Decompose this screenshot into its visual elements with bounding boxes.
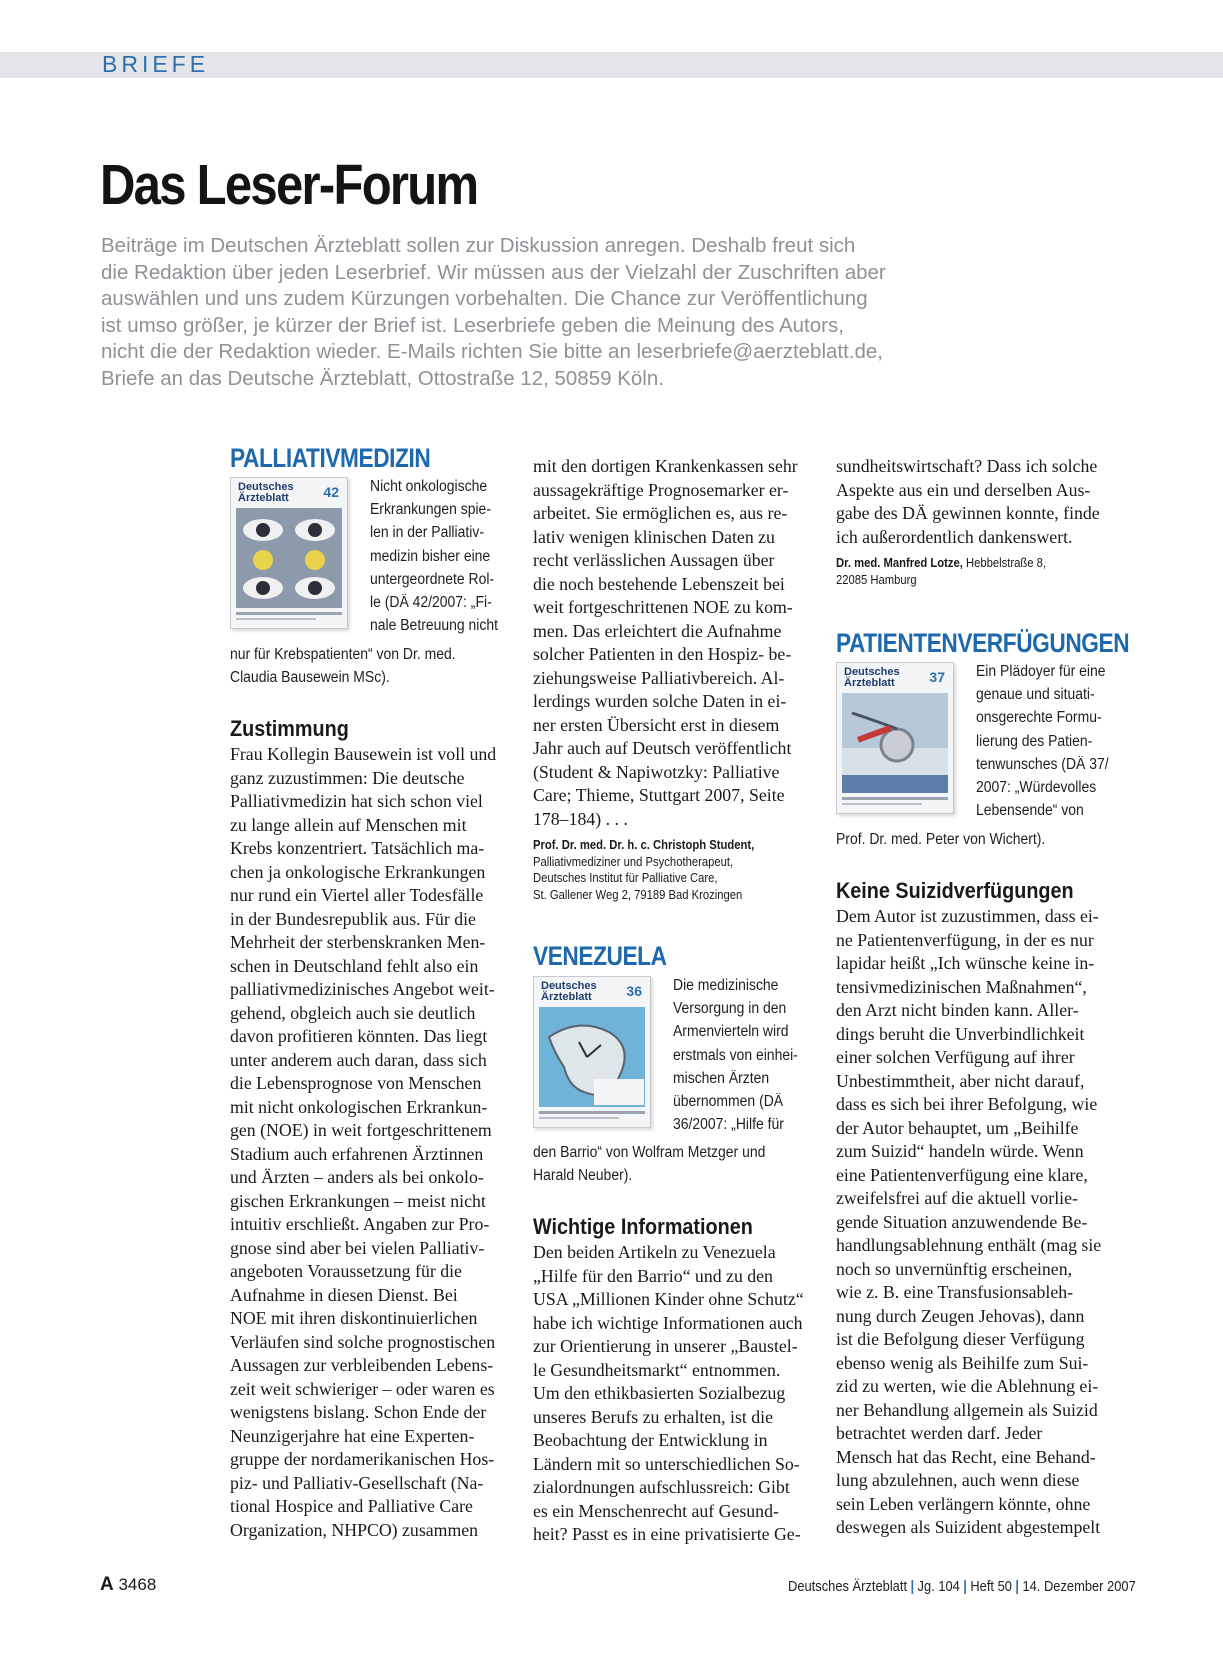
teaser-line: onsgerechte Formu- bbox=[976, 709, 1102, 727]
body-line: wie z. B. eine Transfusionsableh- bbox=[836, 1282, 1074, 1303]
body-line: handlungsablehnung enthält (mag sie bbox=[836, 1235, 1102, 1256]
body-line: sundheitswirtschaft? Dass ich solche bbox=[836, 456, 1098, 476]
body-line: Palliativmedizin hat sich schon viel bbox=[230, 791, 483, 812]
teaser-line: Prof. Dr. med. Peter von Wichert). bbox=[836, 831, 1046, 848]
body-line: schen in Deutschland fehlt also ein bbox=[230, 955, 479, 976]
teaser-line: genaue und situati- bbox=[976, 686, 1095, 704]
body-line: zeit weit schwieriger – oder waren es bbox=[230, 1378, 495, 1399]
body-line: solcher Patienten in den Hospiz- be- bbox=[533, 644, 792, 664]
letter-body bbox=[230, 743, 520, 1542]
body-line: aussagekräftige Prognosemarker er- bbox=[533, 479, 789, 500]
body-line: recht verlässlichen Aussagen über bbox=[533, 550, 775, 570]
body-line: Unbestimmtheit, aber nicht darauf, bbox=[836, 1070, 1085, 1091]
body-line: tensivmedizinischen Maßnahmen“, bbox=[836, 976, 1087, 997]
body-line: Beobachtung der Entwicklung in bbox=[533, 1430, 768, 1451]
letter-subheading: Zustimmung bbox=[230, 716, 349, 742]
topic-heading-patientenverfuegungen: PATIENTENVERFÜGUNGEN bbox=[836, 628, 1130, 658]
body-line: angeboten Voraussetzung für die bbox=[230, 1261, 462, 1282]
page-number-value: 3468 bbox=[118, 1575, 157, 1594]
column-1 bbox=[230, 443, 520, 1542]
body-line: betrachtet werden darf. Jeder bbox=[836, 1423, 1043, 1444]
body-line: tional Hospice and Palliative Care bbox=[230, 1496, 473, 1517]
body-line: le Gesundheitsmarkt“ entnommen. bbox=[533, 1359, 781, 1380]
teaser-line: 36/2007: „Hilfe für bbox=[673, 1116, 784, 1134]
body-line: nur rund ein Viertel aller Todesfälle bbox=[230, 885, 484, 906]
body-line: gende Situation anzuwendende Be- bbox=[836, 1211, 1088, 1232]
footer-issue: Heft 50 bbox=[970, 1578, 1012, 1595]
intro-paragraph bbox=[101, 233, 1001, 393]
body-line: gischen Erkrankungen – meist nicht bbox=[230, 1190, 486, 1211]
teaser-line: erstmals von einhei- bbox=[673, 1046, 798, 1064]
cover-masthead: Deutsches Ärzteblatt bbox=[844, 666, 900, 689]
teaser-line: übernommen (DÄ bbox=[673, 1093, 784, 1111]
signature-name: Prof. Dr. med. Dr. h. c. Christoph Student, bbox=[533, 838, 755, 852]
body-line: die Lebensprognose von Menschen bbox=[230, 1073, 482, 1094]
body-line: Jahr auch auf Deutsch veröffentlicht bbox=[533, 738, 792, 758]
body-line: Krebs konzentriert. Tatsächlich ma- bbox=[230, 838, 485, 859]
topic-heading-venezuela: VENEZUELA bbox=[533, 941, 667, 971]
teaser-line: den Barrio“ von Wolfram Metzger und bbox=[533, 1144, 766, 1161]
teaser-line: len in der Palliativ- bbox=[370, 524, 484, 542]
body-line: zu lange allein auf Menschen mit bbox=[230, 814, 467, 835]
column-2 bbox=[533, 455, 823, 1547]
teaser-line: lierung des Patien- bbox=[976, 732, 1093, 750]
body-line: Care; Thieme, Stuttgart 2007, Seite bbox=[533, 785, 785, 805]
body-line: Frau Kollegin Bausewein ist voll und bbox=[230, 744, 497, 765]
teaser-line: Versorgung in den bbox=[673, 1000, 787, 1018]
teaser-beside-cover bbox=[673, 974, 812, 1136]
body-line: Aussagen zur verbleibenden Lebens- bbox=[230, 1355, 494, 1376]
body-line: Verläufen sind solche prognostischen bbox=[230, 1331, 496, 1352]
body-line: gehend, obgleich auch sie deutlich bbox=[230, 1002, 476, 1023]
teaser-line: Claudia Bausewein MSc). bbox=[230, 669, 390, 687]
cover-footer-bar bbox=[842, 797, 948, 800]
signature-line: St. Gallener Weg 2, 79189 Bad Krozingen bbox=[533, 887, 743, 902]
body-line: palliativmedizinisches Angebot weit- bbox=[230, 979, 495, 1000]
page-number bbox=[100, 1574, 156, 1596]
footer-volume: Jg. 104 bbox=[917, 1578, 960, 1595]
cover-issue-number: 42 bbox=[323, 484, 339, 500]
intro-line: ist umso größer, je kürzer der Brief ist. Leserbriefe geben die Meinung des Autors, bbox=[101, 313, 844, 337]
footer-separator: | bbox=[1015, 1578, 1020, 1595]
signature-name: Dr. med. Manfred Lotze, bbox=[836, 556, 963, 570]
body-line: 178–184) . . . bbox=[533, 808, 628, 829]
teaser-line: Die medizinische bbox=[673, 977, 779, 994]
body-line: gruppe der nordamerikanischen Hos- bbox=[230, 1449, 495, 1470]
body-line: piz- und Palliativ-Gesellschaft (Na- bbox=[230, 1472, 484, 1493]
body-line: Den beiden Artikeln zu Venezuela bbox=[533, 1242, 776, 1263]
body-line: NOE mit ihren diskontinuierlichen bbox=[230, 1308, 478, 1329]
body-line: den Arzt nicht binden kann. Aller- bbox=[836, 1000, 1079, 1021]
letter-subheading: Keine Suizidverfügungen bbox=[836, 878, 1074, 904]
body-line: Neunzigerjahre hat eine Experten- bbox=[230, 1425, 475, 1446]
letter-body bbox=[836, 905, 1126, 1540]
teaser-beside-cover bbox=[370, 475, 512, 637]
teaser-line: nale Betreuung nicht bbox=[370, 617, 498, 635]
body-line: Stadium auch erfahrenen Ärztinnen bbox=[230, 1143, 484, 1164]
teaser-line: Ein Plädoyer für eine bbox=[976, 663, 1106, 680]
body-line: Mensch hat das Recht, eine Behand- bbox=[836, 1446, 1096, 1467]
cover-melting-clock-illustration bbox=[539, 1007, 645, 1107]
letter-signature bbox=[836, 555, 1126, 588]
signature-name-line bbox=[533, 837, 794, 854]
footer-date: 14. Dezember 2007 bbox=[1022, 1578, 1136, 1595]
body-line: Um den ethikbasierten Sozialbezug bbox=[533, 1383, 786, 1404]
body-line: habe ich wichtige Informationen auch bbox=[533, 1312, 803, 1333]
body-line: es ein Menschenrecht auf Gesund- bbox=[533, 1500, 779, 1521]
body-line: zweifelsfrei auf die aktuell vorlie- bbox=[836, 1188, 1078, 1209]
body-line: Mehrheit der sterbenskranken Men- bbox=[230, 932, 486, 953]
cover-footer-bar bbox=[842, 803, 922, 805]
letter-body bbox=[836, 455, 1126, 549]
body-line: sein Leben verlängern könnte, ohne bbox=[836, 1493, 1091, 1514]
body-line: zid zu werten, wie die Ablehnung ei- bbox=[836, 1376, 1099, 1397]
teaser-line: le (DÄ 42/2007: „Fi- bbox=[370, 594, 492, 612]
letter-subheading: Wichtige Informationen bbox=[533, 1214, 753, 1240]
cover-issue-number: 36 bbox=[626, 983, 642, 999]
body-line: ziehungsweise Palliativbereich. Al- bbox=[533, 667, 785, 688]
body-line: gabe des DÄ gewinnen konnte, finde bbox=[836, 503, 1100, 523]
cover-footer-bar bbox=[236, 618, 316, 620]
teaser-line: Lebensende“ von bbox=[976, 802, 1084, 820]
body-line: lung abzulehnen, auch wenn diese bbox=[836, 1470, 1080, 1491]
body-line: men. Das erleichtert die Aufnahme bbox=[533, 620, 782, 641]
cover-stethoscope-illustration bbox=[842, 693, 948, 793]
body-line: deswegen als Suizident abgestempelt bbox=[836, 1517, 1101, 1538]
footer-separator: | bbox=[910, 1578, 915, 1595]
footer-journal-info bbox=[788, 1578, 1136, 1595]
body-line: in der Bundesrepublik aus. Für die bbox=[230, 908, 476, 929]
teaser-line: Nicht onkologische bbox=[370, 478, 488, 495]
body-line: unter anderem auch daran, dass sich bbox=[230, 1049, 487, 1070]
body-line: Organization, NHPCO) zusammen bbox=[230, 1519, 479, 1540]
body-line: (Student & Napiwotzky: Palliative bbox=[533, 761, 780, 782]
body-line: unseres Berufs zu erhalten, ist die bbox=[533, 1406, 773, 1427]
topic-heading-palliativmedizin: PALLIATIVMEDIZIN bbox=[230, 443, 431, 473]
body-line: eine Patientenverfügung eine klare, bbox=[836, 1164, 1088, 1185]
cover-thumbnail-42 bbox=[230, 477, 348, 629]
body-line: mit nicht onkologischen Erkrankun- bbox=[230, 1096, 488, 1117]
signature-line: Deutsches Institut für Palliative Care, bbox=[533, 871, 718, 885]
body-line: ebenso wenig als Beihilfe zum Sui- bbox=[836, 1352, 1089, 1373]
body-line: Aspekte aus ein und derselben Aus- bbox=[836, 479, 1091, 500]
cover-thumbnail-36 bbox=[533, 976, 651, 1128]
intro-line: die Redaktion über jeden Leserbrief. Wir müssen aus der Vielzahl der Zuschriften aber bbox=[101, 260, 886, 284]
signature-address: Hebbelstraße 8, bbox=[962, 556, 1047, 570]
body-line: wenigstens bislang. Schon Ende der bbox=[230, 1402, 487, 1423]
body-line: zur Orientierung in unserer „Baustel- bbox=[533, 1336, 798, 1357]
page-title: Das Leser-Forum bbox=[100, 153, 478, 217]
teaser-line: nur für Krebspatienten“ von Dr. med. bbox=[230, 646, 456, 663]
body-line: und Ärzten – anders als bei onkolo- bbox=[230, 1167, 484, 1188]
teaser-line: mischen Ärzten bbox=[673, 1069, 770, 1087]
body-line: die noch bestehende Lebenszeit bei bbox=[533, 573, 785, 594]
body-line: Aufnahme in diesen Dienst. Bei bbox=[230, 1284, 458, 1305]
body-line: der Autor behauptet, um „Beihilfe bbox=[836, 1117, 1079, 1138]
body-line: zialordnungen aufschlussreich: Gibt bbox=[533, 1477, 790, 1498]
teaser-line: Armenvierteln wird bbox=[673, 1023, 789, 1041]
teaser-line: tenwunsches (DÄ 37/ bbox=[976, 755, 1109, 773]
body-line: arbeitet. Sie ermöglichen es, aus re- bbox=[533, 503, 788, 523]
body-line: weit fortgeschrittenen NOE zu kom- bbox=[533, 597, 793, 617]
page-letter: A bbox=[100, 1574, 114, 1595]
body-line: chen ja onkologische Erkrankungen bbox=[230, 861, 486, 882]
intro-line: auswählen und uns zudem Kürzungen vorbehalten. Die Chance zur Veröffentlichung bbox=[101, 287, 868, 311]
teaser-line: 2007: „Würdevolles bbox=[976, 779, 1097, 797]
cover-masthead: Deutsches Ärzteblatt bbox=[238, 481, 294, 504]
body-line: Ländern mit so unterschiedlichen So- bbox=[533, 1453, 800, 1474]
body-line: davon profitieren könnten. Das liegt bbox=[230, 1026, 488, 1047]
cover-footer-bar bbox=[539, 1117, 619, 1119]
intro-line: nicht die der Redaktion wieder. E-Mails richten Sie bitte an leserbriefe@aerzteblatt.de, bbox=[101, 340, 883, 364]
body-line: gnose sind aber bei vielen Palliativ- bbox=[230, 1237, 485, 1258]
signature-line: 22085 Hamburg bbox=[836, 572, 917, 587]
body-line: lerdings wurden solche Daten in ei- bbox=[533, 691, 787, 711]
body-line: ganz zuzustimmen: Die deutsche bbox=[230, 767, 465, 788]
body-line: „Hilfe für den Barrio“ und zu den bbox=[533, 1265, 773, 1286]
intro-line: Briefe an das Deutsche Ärzteblatt, Ottostraße 12, 50859 Köln. bbox=[101, 366, 664, 390]
letter-body bbox=[533, 1241, 823, 1547]
body-line: nung durch Zeugen Jehovas), dann bbox=[836, 1305, 1085, 1326]
body-line: dings beruht die Unverbindlichkeit bbox=[836, 1023, 1085, 1044]
body-line: dass es sich bei ihrer Befolgung, wie bbox=[836, 1094, 1098, 1115]
teaser-line: Erkrankungen spie- bbox=[370, 501, 491, 519]
body-line: einer solchen Verfügung auf ihrer bbox=[836, 1047, 1075, 1068]
cover-footer-bar bbox=[539, 1111, 645, 1114]
section-label: BRIEFE bbox=[102, 51, 210, 77]
letter-signature bbox=[533, 837, 823, 903]
cover-masthead: Deutsches Ärzteblatt bbox=[541, 980, 597, 1003]
footer-journal: Deutsches Ärzteblatt bbox=[788, 1578, 908, 1595]
body-line: mit den dortigen Krankenkassen sehr bbox=[533, 456, 798, 476]
cover-issue-number: 37 bbox=[929, 669, 945, 685]
body-line: USA „Millionen Kinder ohne Schutz“ bbox=[533, 1289, 804, 1310]
body-line: lativ wenigen klinischen Daten zu bbox=[533, 526, 775, 547]
body-line: heit? Passt es in eine privatisierte Ge- bbox=[533, 1524, 801, 1545]
body-line: Dem Autor ist zuzustimmen, dass ei- bbox=[836, 906, 1099, 927]
teaser-line: untergeordnete Rol- bbox=[370, 570, 495, 588]
body-line: noch so unvernünftig erscheinen, bbox=[836, 1258, 1073, 1279]
body-line: ne Patientenverfügung, in der es nur bbox=[836, 929, 1094, 950]
body-line: lapidar heißt „Ich wünsche keine in- bbox=[836, 953, 1095, 974]
body-line: intuitiv erschließt. Angaben zur Pro- bbox=[230, 1214, 490, 1235]
intro-line: Beiträge im Deutschen Ärzteblatt sollen zur Diskussion anregen. Deshalb freut sich bbox=[101, 234, 856, 257]
cover-footer-bar bbox=[236, 612, 342, 615]
body-line: ner Behandlung allgemein als Suizid bbox=[836, 1399, 1098, 1420]
teaser-line: medizin bisher eine bbox=[370, 547, 491, 565]
body-line: gen (NOE) in weit fortgeschrittenem bbox=[230, 1120, 492, 1141]
teaser-beside-cover bbox=[976, 660, 1123, 822]
footer-separator: | bbox=[963, 1578, 967, 1595]
letter-body bbox=[533, 455, 823, 831]
cover-eyes-illustration bbox=[236, 508, 342, 608]
column-3 bbox=[836, 455, 1130, 1540]
signature-line: Palliativmediziner und Psychotherapeut, bbox=[533, 854, 734, 869]
teaser-line: Harald Neuber). bbox=[533, 1167, 633, 1185]
body-line: zum Suizid“ handeln würde. Wenn bbox=[836, 1141, 1084, 1162]
body-line: ich außerordentlich dankenswert. bbox=[836, 526, 1073, 547]
cover-thumbnail-37 bbox=[836, 662, 954, 814]
body-line: ner ersten Übersicht erst in diesem bbox=[533, 714, 780, 735]
signature-name-line bbox=[836, 555, 1097, 572]
body-line: ist die Befolgung dieser Verfügung bbox=[836, 1329, 1085, 1350]
